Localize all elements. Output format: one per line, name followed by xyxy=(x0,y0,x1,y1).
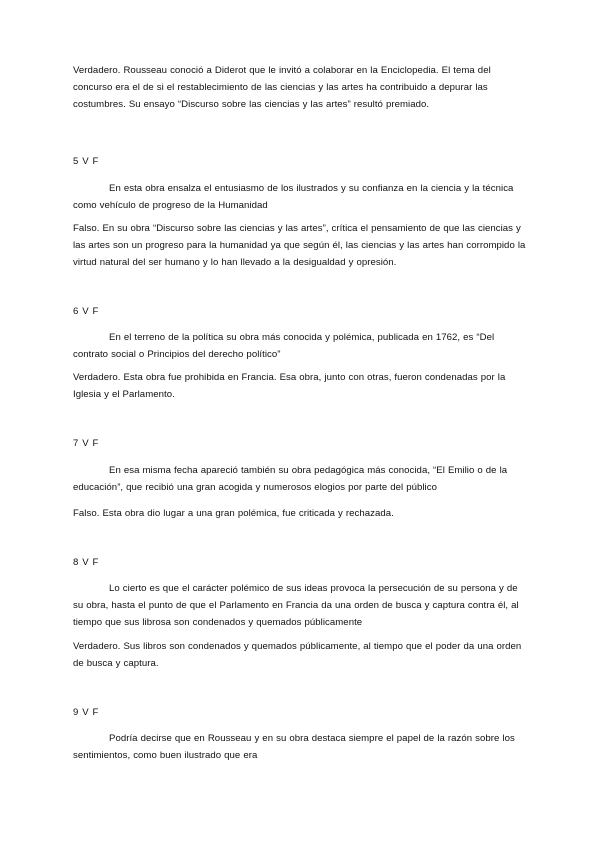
question-6-label: 6 V F xyxy=(73,306,99,317)
question-8-answer: Verdadero. Sus libros son condenados y quemados públicamente, al tiempo que el poder da una orden de busca y captura. xyxy=(73,641,522,669)
question-8-statement: Lo cierto es que el carácter polémico de sus ideas provoca la persecución de su persona y de su obra, hasta el punto de que el Parlamento en Francia da una orden de busca y captura contra él, al tiempo que sus librosa son condenados y quemados públicamente xyxy=(73,583,519,628)
question-6-answer: Verdadero. Esta obra fue prohibida en Francia. Esa obra, junto con otras, fueron condenadas por la Iglesia y el Parlamento. xyxy=(73,372,506,400)
question-9-label: 9 V F xyxy=(73,707,99,718)
question-5-label: 5 V F xyxy=(73,156,99,167)
question-5-statement: En esta obra ensalza el entusiasmo de los ilustrados y su confianza en la ciencia y la técnica como vehículo de progreso de la Humanidad xyxy=(73,183,514,211)
intro-answer: Verdadero. Rousseau conoció a Diderot que le invitó a colaborar en la Enciclopedia. El tema del concurso era el de si el restablecimiento de las ciencias y las artes ha contribuido a depurar las costumbres. Su ensayo “Discurso sobre las ciencias y las artes” resultó premiado. xyxy=(73,65,491,110)
question-5-answer: Falso. En su obra “Discurso sobre las ciencias y las artes”, crítica el pensamiento de que las ciencias y las artes son un progreso para la humanidad ya que según él, las ciencias y las artes han corrompido la virtud natural del ser humano y lo han llevado a la desigualdad y opresión. xyxy=(73,223,526,268)
question-6-statement: En el terreno de la política su obra más conocida y polémica, publicada en 1762, es “Del contrato social o Principios del derecho político” xyxy=(73,332,495,360)
question-7-label: 7 V F xyxy=(73,438,99,449)
question-7-answer: Falso. Esta obra dio lugar a una gran polémica, fue criticada y rechazada. xyxy=(73,508,394,519)
question-8-label: 8 V F xyxy=(73,557,99,568)
question-9-statement: Podría decirse que en Rousseau y en su obra destaca siempre el papel de la razón sobre los sentimientos, como buen ilustrado que era xyxy=(73,733,515,761)
question-7-statement: En esa misma fecha apareció también su obra pedagógica más conocida, “El Emilio o de la educación”, que recibió una gran acogida y numerosos elogios por parte del público xyxy=(73,465,508,493)
